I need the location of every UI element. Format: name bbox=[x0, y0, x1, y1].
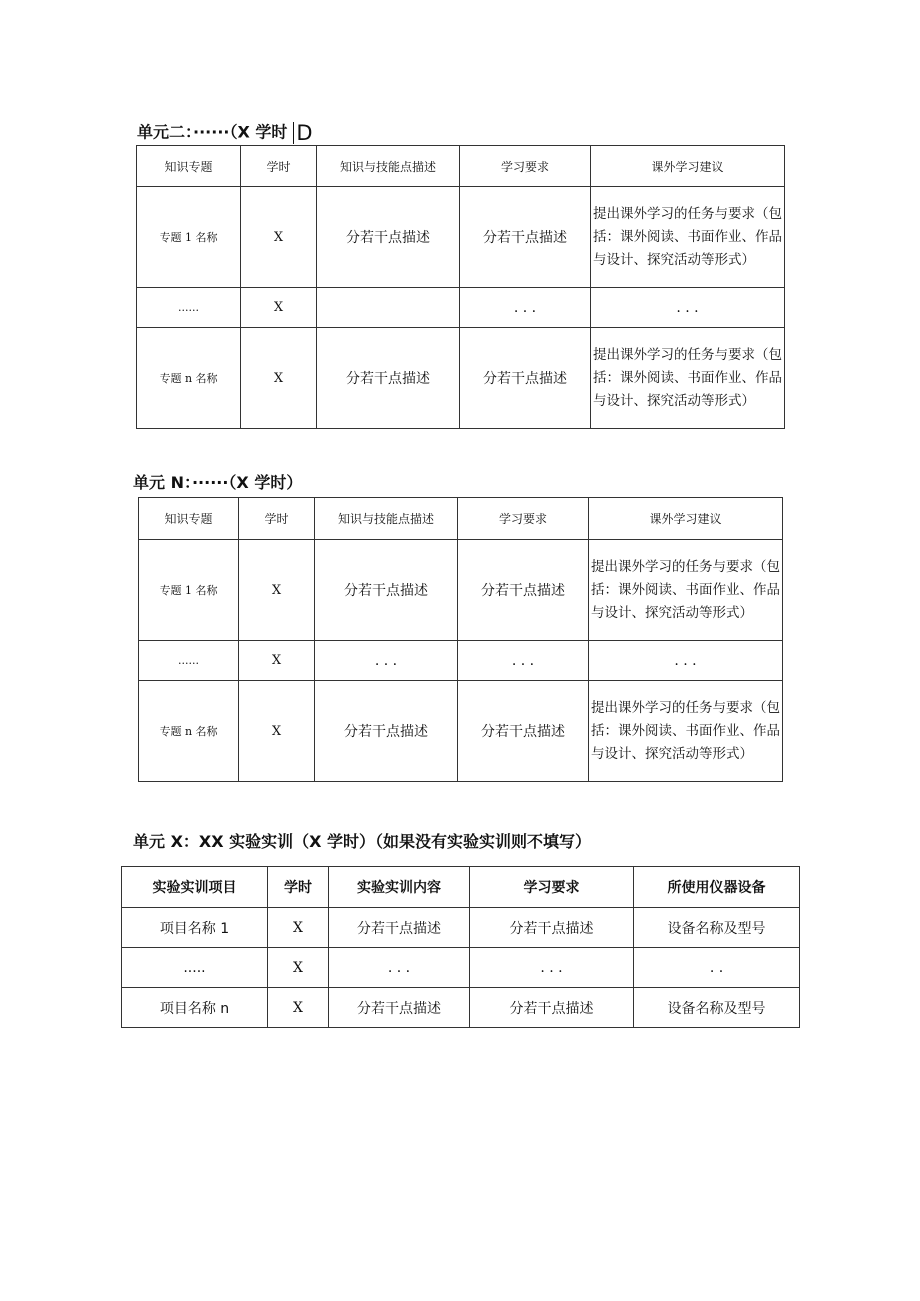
content-cell: 分若干点描述 bbox=[329, 908, 470, 948]
suggestion-cell: 提出课外学习的任务与要求（包括：课外阅读、书面作业、作品与设计、探究活动等形式） bbox=[591, 328, 785, 429]
requirement-cell: 分若干点描述 bbox=[458, 681, 589, 782]
header-cell: 学时 bbox=[241, 146, 317, 187]
requirement-cell: . . . bbox=[470, 948, 634, 988]
table-row bbox=[137, 288, 785, 328]
requirement-cell: . . . bbox=[460, 288, 591, 328]
topic-cell: 专题 n 名称 bbox=[137, 328, 241, 429]
table-row bbox=[122, 988, 800, 1028]
content-cell: . . . bbox=[329, 948, 470, 988]
equipment-cell: 设备名称及型号 bbox=[634, 908, 800, 948]
header-cell: 课外学习建议 bbox=[589, 498, 783, 540]
suggestion-cell: . . . bbox=[591, 288, 785, 328]
requirement-cell: . . . bbox=[458, 641, 589, 681]
skill-cell: 分若干点描述 bbox=[315, 681, 458, 782]
unitN-table bbox=[138, 497, 783, 782]
unit2-heading-text: 单元二：······（X 学时 bbox=[137, 122, 288, 142]
suggestion-cell: . . . bbox=[589, 641, 783, 681]
equipment-cell: 设备名称及型号 bbox=[634, 988, 800, 1028]
header-cell: 知识专题 bbox=[137, 146, 241, 187]
hours-cell: X bbox=[241, 187, 317, 288]
header-cell: 实验实训项目 bbox=[122, 867, 268, 908]
hours-cell: X bbox=[239, 641, 315, 681]
project-cell: 项目名称 1 bbox=[122, 908, 268, 948]
topic-cell: ...... bbox=[137, 288, 241, 328]
topic-cell: 专题 n 名称 bbox=[139, 681, 239, 782]
table-row bbox=[137, 187, 785, 288]
skill-cell bbox=[317, 288, 460, 328]
unitN-heading bbox=[133, 473, 302, 493]
unit2-heading bbox=[137, 122, 313, 144]
content-cell: 分若干点描述 bbox=[329, 988, 470, 1028]
header-cell: 学习要求 bbox=[470, 867, 634, 908]
requirement-cell: 分若干点描述 bbox=[458, 540, 589, 641]
requirement-cell: 分若干点描述 bbox=[470, 988, 634, 1028]
unitX-heading-text: 单元 X：XX 实验实训（X 学时）（如果没有实验实训则不填写） bbox=[133, 832, 592, 851]
equipment-cell: . . bbox=[634, 948, 800, 988]
hours-cell: X bbox=[239, 540, 315, 641]
suggestion-cell: 提出课外学习的任务与要求（包括：课外阅读、书面作业、作品与设计、探究活动等形式） bbox=[589, 540, 783, 641]
project-cell: ..... bbox=[122, 948, 268, 988]
header-cell: 所使用仪器设备 bbox=[634, 867, 800, 908]
table-row bbox=[122, 908, 800, 948]
hours-cell: X bbox=[268, 988, 329, 1028]
header-cell: 知识与技能点描述 bbox=[317, 146, 460, 187]
unitN-heading-text: 单元 N：······（X 学时） bbox=[133, 473, 303, 492]
requirement-cell: 分若干点描述 bbox=[470, 908, 634, 948]
unit2-table bbox=[136, 145, 785, 429]
table-header-row bbox=[139, 498, 783, 540]
topic-cell: ...... bbox=[139, 641, 239, 681]
topic-cell: 专题 1 名称 bbox=[137, 187, 241, 288]
unitX-heading bbox=[133, 832, 591, 852]
hours-cell: X bbox=[241, 328, 317, 429]
hours-cell: X bbox=[241, 288, 317, 328]
hours-cell: X bbox=[268, 948, 329, 988]
header-cell: 知识专题 bbox=[139, 498, 239, 540]
skill-cell: 分若干点描述 bbox=[317, 328, 460, 429]
header-cell: 实验实训内容 bbox=[329, 867, 470, 908]
table-header-row bbox=[122, 867, 800, 908]
hours-cell: X bbox=[239, 681, 315, 782]
header-cell: 知识与技能点描述 bbox=[315, 498, 458, 540]
skill-cell: 分若干点描述 bbox=[315, 540, 458, 641]
unit2-heading-mark: D bbox=[293, 122, 312, 144]
table-header-row bbox=[137, 146, 785, 187]
project-cell: 项目名称 n bbox=[122, 988, 268, 1028]
header-cell: 学习要求 bbox=[458, 498, 589, 540]
table-row bbox=[139, 641, 783, 681]
skill-cell: . . . bbox=[315, 641, 458, 681]
requirement-cell: 分若干点描述 bbox=[460, 328, 591, 429]
requirement-cell: 分若干点描述 bbox=[460, 187, 591, 288]
suggestion-cell: 提出课外学习的任务与要求（包括：课外阅读、书面作业、作品与设计、探究活动等形式） bbox=[589, 681, 783, 782]
hours-cell: X bbox=[268, 908, 329, 948]
header-cell: 课外学习建议 bbox=[591, 146, 785, 187]
table-row bbox=[139, 681, 783, 782]
skill-cell: 分若干点描述 bbox=[317, 187, 460, 288]
unitX-table bbox=[121, 866, 800, 1028]
header-cell: 学时 bbox=[239, 498, 315, 540]
header-cell: 学时 bbox=[268, 867, 329, 908]
table-row bbox=[122, 948, 800, 988]
table-row bbox=[137, 328, 785, 429]
table-row bbox=[139, 540, 783, 641]
suggestion-cell: 提出课外学习的任务与要求（包括：课外阅读、书面作业、作品与设计、探究活动等形式） bbox=[591, 187, 785, 288]
header-cell: 学习要求 bbox=[460, 146, 591, 187]
topic-cell: 专题 1 名称 bbox=[139, 540, 239, 641]
